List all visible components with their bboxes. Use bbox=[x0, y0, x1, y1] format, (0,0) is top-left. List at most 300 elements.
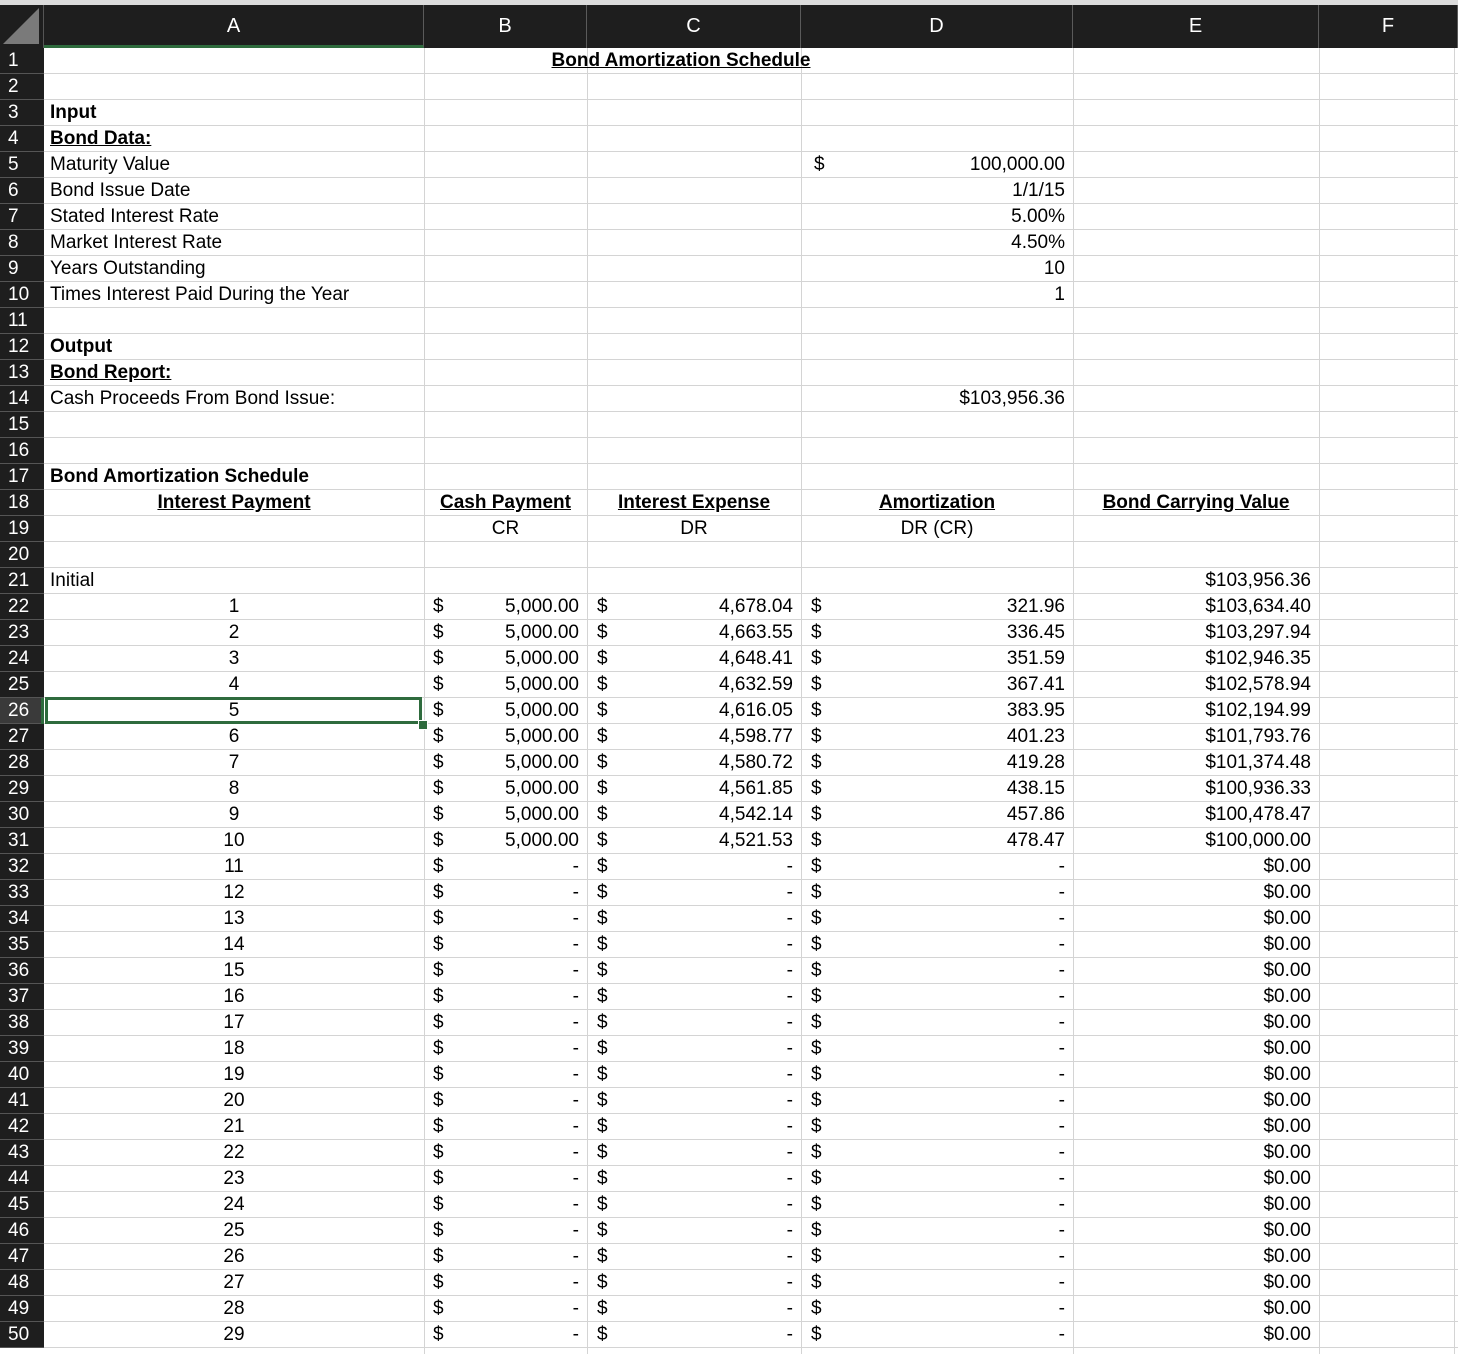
row-header-37[interactable]: 37 bbox=[0, 984, 44, 1010]
interest-expense-value[interactable]: 4,663.55 bbox=[719, 622, 793, 643]
column-header-e[interactable]: E bbox=[1073, 5, 1319, 48]
cash-payment-value[interactable]: - bbox=[572, 882, 579, 903]
cash-payment-value[interactable]: - bbox=[572, 1038, 579, 1059]
amortization-value[interactable]: 419.28 bbox=[1006, 752, 1065, 773]
interest-expense-value[interactable]: - bbox=[786, 1168, 793, 1189]
cash-payment-value[interactable]: 5,000.00 bbox=[505, 674, 579, 695]
initial-carrying-value[interactable]: $103,956.36 bbox=[1205, 570, 1311, 591]
subheader-cash-payment[interactable]: CR bbox=[491, 518, 520, 539]
input-value[interactable]: 1 bbox=[1054, 284, 1065, 305]
interest-expense-value[interactable]: - bbox=[786, 856, 793, 877]
amortization-currency-symbol: $ bbox=[811, 1064, 822, 1085]
amortization-value[interactable]: - bbox=[1058, 934, 1065, 955]
payment-number[interactable]: 25 bbox=[223, 1220, 245, 1241]
gridline-vertical bbox=[1319, 48, 1320, 1354]
amortization-value[interactable]: - bbox=[1058, 1090, 1065, 1111]
sheet-title[interactable]: Bond Amortization Schedule bbox=[551, 50, 811, 71]
cash-payment-value[interactable]: 5,000.00 bbox=[505, 726, 579, 747]
subheader-interest-expense[interactable]: DR bbox=[680, 518, 708, 539]
payment-number[interactable]: 18 bbox=[223, 1038, 245, 1059]
interest-expense-value[interactable]: - bbox=[786, 1090, 793, 1111]
amortization-currency-symbol: $ bbox=[811, 1298, 822, 1319]
amortization-currency-symbol: $ bbox=[811, 882, 822, 903]
amortization-value[interactable]: - bbox=[1058, 986, 1065, 1007]
interest-expense-value[interactable]: - bbox=[786, 1064, 793, 1085]
amortization-value[interactable]: - bbox=[1058, 960, 1065, 981]
cash-currency-symbol: $ bbox=[433, 830, 444, 851]
carrying-value[interactable]: $0.00 bbox=[1263, 1168, 1311, 1189]
cash-currency-symbol: $ bbox=[433, 778, 444, 799]
interest-currency-symbol: $ bbox=[597, 960, 608, 981]
cash-currency-symbol: $ bbox=[433, 648, 444, 669]
carrying-value[interactable]: $0.00 bbox=[1263, 1220, 1311, 1241]
payment-number[interactable]: 13 bbox=[223, 908, 245, 929]
interest-currency-symbol: $ bbox=[597, 1272, 608, 1293]
carrying-value[interactable]: $103,297.94 bbox=[1205, 622, 1311, 643]
header-amortization[interactable]: Amortization bbox=[878, 492, 996, 513]
amortization-value[interactable]: - bbox=[1058, 1116, 1065, 1137]
amortization-value[interactable]: 321.96 bbox=[1006, 596, 1065, 617]
gridline-vertical bbox=[1454, 48, 1455, 1354]
row-header-22[interactable]: 22 bbox=[0, 594, 44, 620]
cash-proceeds-label[interactable]: Cash Proceeds From Bond Issue: bbox=[50, 388, 336, 409]
row-header-21[interactable]: 21 bbox=[0, 568, 44, 594]
carrying-value[interactable]: $100,000.00 bbox=[1205, 830, 1311, 851]
amortization-currency-symbol: $ bbox=[811, 674, 822, 695]
carrying-value[interactable]: $0.00 bbox=[1263, 1324, 1311, 1345]
payment-number[interactable]: 26 bbox=[223, 1246, 245, 1267]
payment-number[interactable]: 23 bbox=[223, 1168, 245, 1189]
row-header-39[interactable]: 39 bbox=[0, 1036, 44, 1062]
row-header-23[interactable]: 23 bbox=[0, 620, 44, 646]
column-header-d[interactable]: D bbox=[801, 5, 1073, 48]
row-header-36[interactable]: 36 bbox=[0, 958, 44, 984]
interest-expense-value[interactable]: - bbox=[786, 1194, 793, 1215]
payment-number[interactable]: 24 bbox=[223, 1194, 245, 1215]
payment-number[interactable]: 17 bbox=[223, 1012, 245, 1033]
interest-expense-value[interactable]: 4,542.14 bbox=[719, 804, 793, 825]
row-header-45[interactable]: 45 bbox=[0, 1192, 44, 1218]
row-header-34[interactable]: 34 bbox=[0, 906, 44, 932]
cash-payment-value[interactable]: - bbox=[572, 1194, 579, 1215]
input-value[interactable]: 5.00% bbox=[1011, 206, 1065, 227]
payment-number[interactable]: 29 bbox=[223, 1324, 245, 1345]
carrying-value[interactable]: $102,194.99 bbox=[1205, 700, 1311, 721]
row-header-2[interactable]: 2 bbox=[0, 74, 44, 100]
cash-currency-symbol: $ bbox=[433, 882, 444, 903]
carrying-value[interactable]: $0.00 bbox=[1263, 1038, 1311, 1059]
row-header-4[interactable]: 4 bbox=[0, 126, 44, 152]
amortization-value[interactable]: - bbox=[1058, 1064, 1065, 1085]
row-header-38[interactable]: 38 bbox=[0, 1010, 44, 1036]
amortization-value[interactable]: - bbox=[1058, 1012, 1065, 1033]
cash-payment-value[interactable]: 5,000.00 bbox=[505, 830, 579, 851]
input-label[interactable]: Market Interest Rate bbox=[50, 232, 223, 253]
input-value[interactable]: 100,000.00 bbox=[969, 154, 1065, 175]
cash-currency-symbol: $ bbox=[433, 726, 444, 747]
input-label[interactable]: Times Interest Paid During the Year bbox=[50, 284, 350, 305]
cash-currency-symbol: $ bbox=[433, 1168, 444, 1189]
select-all-corner[interactable] bbox=[0, 5, 44, 48]
carrying-value[interactable]: $0.00 bbox=[1263, 1272, 1311, 1293]
carrying-value[interactable]: $0.00 bbox=[1263, 1194, 1311, 1215]
interest-expense-value[interactable]: 4,678.04 bbox=[719, 596, 793, 617]
amortization-value[interactable]: 383.95 bbox=[1006, 700, 1065, 721]
payment-number[interactable]: 16 bbox=[223, 986, 245, 1007]
carrying-value[interactable]: $0.00 bbox=[1263, 1012, 1311, 1033]
interest-currency-symbol: $ bbox=[597, 1090, 608, 1111]
amortization-currency-symbol: $ bbox=[811, 1116, 822, 1137]
carrying-value[interactable]: $0.00 bbox=[1263, 1064, 1311, 1085]
gridline-horizontal bbox=[44, 437, 1458, 438]
schedule-heading[interactable]: Bond Amortization Schedule bbox=[50, 466, 309, 487]
payment-number[interactable]: 28 bbox=[223, 1298, 245, 1319]
amortization-value[interactable]: 367.41 bbox=[1006, 674, 1065, 695]
header-carrying-value[interactable]: Bond Carrying Value bbox=[1102, 492, 1290, 513]
carrying-value[interactable]: $0.00 bbox=[1263, 908, 1311, 929]
interest-currency-symbol: $ bbox=[597, 778, 608, 799]
row-header-14[interactable]: 14 bbox=[0, 386, 44, 412]
select-all-triangle-icon bbox=[3, 8, 39, 44]
carrying-value[interactable]: $103,634.40 bbox=[1205, 596, 1311, 617]
row-header-50[interactable]: 50 bbox=[0, 1322, 44, 1348]
bond-data-label[interactable]: Bond Data: bbox=[50, 128, 152, 149]
cash-payment-value[interactable]: 5,000.00 bbox=[505, 778, 579, 799]
payment-number[interactable]: 11 bbox=[224, 856, 244, 877]
interest-expense-value[interactable]: - bbox=[786, 1324, 793, 1345]
row-header-12[interactable]: 12 bbox=[0, 334, 44, 360]
carrying-value[interactable]: $101,374.48 bbox=[1205, 752, 1311, 773]
cash-currency-symbol: $ bbox=[433, 674, 444, 695]
carrying-value[interactable]: $0.00 bbox=[1263, 1298, 1311, 1319]
interest-expense-value[interactable]: - bbox=[786, 960, 793, 981]
cash-payment-value[interactable]: - bbox=[572, 1220, 579, 1241]
interest-expense-value[interactable]: 4,561.85 bbox=[719, 778, 793, 799]
carrying-value[interactable]: $0.00 bbox=[1263, 960, 1311, 981]
amortization-value[interactable]: 336.45 bbox=[1006, 622, 1065, 643]
interest-currency-symbol: $ bbox=[597, 622, 608, 643]
payment-number[interactable]: 20 bbox=[223, 1090, 245, 1111]
interest-expense-value[interactable]: 4,521.53 bbox=[719, 830, 793, 851]
row-header-10[interactable]: 10 bbox=[0, 282, 44, 308]
row-header-13[interactable]: 13 bbox=[0, 360, 44, 386]
cash-payment-value[interactable]: 5,000.00 bbox=[505, 752, 579, 773]
cash-currency-symbol: $ bbox=[433, 596, 444, 617]
cash-payment-value[interactable]: - bbox=[572, 1168, 579, 1189]
column-header-f[interactable]: F bbox=[1319, 5, 1458, 48]
output-section-label[interactable]: Output bbox=[50, 336, 113, 357]
header-cash-payment[interactable]: Cash Payment bbox=[440, 492, 571, 513]
active-cell-selection[interactable] bbox=[45, 697, 422, 724]
cash-payment-value[interactable]: - bbox=[572, 908, 579, 929]
interest-currency-symbol: $ bbox=[597, 1142, 608, 1163]
row-header-29[interactable]: 29 bbox=[0, 776, 44, 802]
row-header-27[interactable]: 27 bbox=[0, 724, 44, 750]
interest-currency-symbol: $ bbox=[597, 1220, 608, 1241]
cash-payment-value[interactable]: 5,000.00 bbox=[505, 648, 579, 669]
interest-currency-symbol: $ bbox=[597, 1324, 608, 1345]
cash-payment-value[interactable]: - bbox=[572, 1142, 579, 1163]
input-label[interactable]: Stated Interest Rate bbox=[50, 206, 219, 227]
amortization-currency-symbol: $ bbox=[811, 986, 822, 1007]
payment-number[interactable]: 2 bbox=[228, 622, 240, 643]
amortization-value[interactable]: - bbox=[1058, 1194, 1065, 1215]
row-header-30[interactable]: 30 bbox=[0, 802, 44, 828]
interest-currency-symbol: $ bbox=[597, 934, 608, 955]
interest-currency-symbol: $ bbox=[597, 1038, 608, 1059]
amortization-value[interactable]: - bbox=[1058, 1324, 1065, 1345]
row-header-19[interactable]: 19 bbox=[0, 516, 44, 542]
carrying-value[interactable]: $102,578.94 bbox=[1205, 674, 1311, 695]
row-header-47[interactable]: 47 bbox=[0, 1244, 44, 1270]
carrying-value[interactable]: $0.00 bbox=[1263, 856, 1311, 877]
row-header-17[interactable]: 17 bbox=[0, 464, 44, 490]
row-header-24[interactable]: 24 bbox=[0, 646, 44, 672]
payment-number[interactable]: 21 bbox=[223, 1116, 245, 1137]
cash-currency-symbol: $ bbox=[433, 986, 444, 1007]
carrying-value[interactable]: $0.00 bbox=[1263, 1090, 1311, 1111]
cash-currency-symbol: $ bbox=[433, 622, 444, 643]
carrying-value[interactable]: $0.00 bbox=[1263, 934, 1311, 955]
amortization-currency-symbol: $ bbox=[811, 1324, 822, 1345]
carrying-value[interactable]: $0.00 bbox=[1263, 1142, 1311, 1163]
amortization-value[interactable]: - bbox=[1058, 1038, 1065, 1059]
interest-currency-symbol: $ bbox=[597, 1168, 608, 1189]
carrying-value[interactable]: $100,936.33 bbox=[1205, 778, 1311, 799]
interest-currency-symbol: $ bbox=[597, 986, 608, 1007]
interest-currency-symbol: $ bbox=[597, 674, 608, 695]
amortization-value[interactable]: - bbox=[1058, 856, 1065, 877]
amortization-currency-symbol: $ bbox=[811, 726, 822, 747]
amortization-value[interactable]: - bbox=[1058, 1246, 1065, 1267]
interest-expense-value[interactable]: - bbox=[786, 1298, 793, 1319]
interest-currency-symbol: $ bbox=[597, 1064, 608, 1085]
amortization-currency-symbol: $ bbox=[811, 648, 822, 669]
interest-currency-symbol: $ bbox=[597, 752, 608, 773]
row-header-46[interactable]: 46 bbox=[0, 1218, 44, 1244]
amortization-currency-symbol: $ bbox=[811, 622, 822, 643]
payment-number[interactable]: 12 bbox=[223, 882, 245, 903]
amortization-value[interactable]: 401.23 bbox=[1006, 726, 1065, 747]
amortization-currency-symbol: $ bbox=[811, 1012, 822, 1033]
interest-currency-symbol: $ bbox=[597, 908, 608, 929]
row-header-18[interactable]: 18 bbox=[0, 490, 44, 516]
cash-payment-value[interactable]: - bbox=[572, 1012, 579, 1033]
carrying-value[interactable]: $0.00 bbox=[1263, 986, 1311, 1007]
amortization-value[interactable]: - bbox=[1058, 908, 1065, 929]
cash-proceeds-value[interactable]: $103,956.36 bbox=[959, 388, 1065, 409]
amortization-currency-symbol: $ bbox=[811, 1038, 822, 1059]
interest-expense-value[interactable]: - bbox=[786, 986, 793, 1007]
cash-payment-value[interactable]: - bbox=[572, 1090, 579, 1111]
cash-payment-value[interactable]: 5,000.00 bbox=[505, 700, 579, 721]
cash-currency-symbol: $ bbox=[433, 1038, 444, 1059]
interest-expense-value[interactable]: - bbox=[786, 1038, 793, 1059]
row-header-49[interactable]: 49 bbox=[0, 1296, 44, 1322]
payment-number[interactable]: 4 bbox=[228, 674, 240, 695]
input-value[interactable]: 4.50% bbox=[1011, 232, 1065, 253]
initial-label[interactable]: Initial bbox=[50, 570, 95, 591]
row-header-31[interactable]: 31 bbox=[0, 828, 44, 854]
column-header-a[interactable]: A bbox=[44, 5, 424, 48]
carrying-value[interactable]: $101,793.76 bbox=[1205, 726, 1311, 747]
interest-expense-value[interactable]: 4,648.41 bbox=[719, 648, 793, 669]
carrying-value[interactable]: $0.00 bbox=[1263, 882, 1311, 903]
payment-number[interactable]: 27 bbox=[223, 1272, 245, 1293]
payment-number[interactable]: 9 bbox=[228, 804, 240, 825]
carrying-value[interactable]: $0.00 bbox=[1263, 1246, 1311, 1267]
interest-expense-value[interactable]: - bbox=[786, 1116, 793, 1137]
amortization-value[interactable]: - bbox=[1058, 1298, 1065, 1319]
row-header-41[interactable]: 41 bbox=[0, 1088, 44, 1114]
row-header-43[interactable]: 43 bbox=[0, 1140, 44, 1166]
payment-number[interactable]: 15 bbox=[223, 960, 245, 981]
bond-report-label[interactable]: Bond Report: bbox=[50, 362, 172, 383]
interest-expense-value[interactable]: - bbox=[786, 1142, 793, 1163]
cash-currency-symbol: $ bbox=[433, 1090, 444, 1111]
amortization-value[interactable]: 351.59 bbox=[1006, 648, 1065, 669]
input-value[interactable]: 10 bbox=[1043, 258, 1065, 279]
amortization-value[interactable]: 438.15 bbox=[1006, 778, 1065, 799]
amortization-value[interactable]: - bbox=[1058, 882, 1065, 903]
row-header-7[interactable]: 7 bbox=[0, 204, 44, 230]
amortization-currency-symbol: $ bbox=[811, 1090, 822, 1111]
amortization-currency-symbol: $ bbox=[811, 1194, 822, 1215]
payment-number[interactable]: 7 bbox=[228, 752, 240, 773]
cash-payment-value[interactable]: - bbox=[572, 1324, 579, 1345]
subheader-amortization[interactable]: DR (CR) bbox=[900, 518, 974, 539]
interest-currency-symbol: $ bbox=[597, 596, 608, 617]
cash-payment-value[interactable]: - bbox=[572, 1064, 579, 1085]
amortization-currency-symbol: $ bbox=[811, 778, 822, 799]
cash-payment-value[interactable]: - bbox=[572, 1116, 579, 1137]
payment-number[interactable]: 19 bbox=[223, 1064, 245, 1085]
interest-expense-value[interactable]: 4,580.72 bbox=[719, 752, 793, 773]
carrying-value[interactable]: $102,946.35 bbox=[1205, 648, 1311, 669]
interest-currency-symbol: $ bbox=[597, 882, 608, 903]
carrying-value[interactable]: $0.00 bbox=[1263, 1116, 1311, 1137]
cash-currency-symbol: $ bbox=[433, 1142, 444, 1163]
row-header-32[interactable]: 32 bbox=[0, 854, 44, 880]
interest-expense-value[interactable]: - bbox=[786, 1012, 793, 1033]
cash-payment-value[interactable]: - bbox=[572, 1246, 579, 1267]
input-value[interactable]: 1/1/15 bbox=[1012, 180, 1065, 201]
payment-number[interactable]: 14 bbox=[223, 934, 245, 955]
interest-expense-value[interactable]: - bbox=[786, 908, 793, 929]
amortization-value[interactable]: - bbox=[1058, 1220, 1065, 1241]
amortization-value[interactable]: - bbox=[1058, 1168, 1065, 1189]
fill-handle[interactable] bbox=[418, 720, 428, 730]
cash-currency-symbol: $ bbox=[433, 1272, 444, 1293]
row-header-5[interactable]: 5 bbox=[0, 152, 44, 178]
interest-expense-value[interactable]: 4,616.05 bbox=[719, 700, 793, 721]
row-header-16[interactable]: 16 bbox=[0, 438, 44, 464]
amortization-currency-symbol: $ bbox=[811, 700, 822, 721]
cash-payment-value[interactable]: - bbox=[572, 934, 579, 955]
row-header-15[interactable]: 15 bbox=[0, 412, 44, 438]
interest-currency-symbol: $ bbox=[597, 648, 608, 669]
interest-expense-value[interactable]: - bbox=[786, 1272, 793, 1293]
interest-currency-symbol: $ bbox=[597, 830, 608, 851]
row-header-28[interactable]: 28 bbox=[0, 750, 44, 776]
header-interest-expense[interactable]: Interest Expense bbox=[617, 492, 771, 513]
row-header-20[interactable]: 20 bbox=[0, 542, 44, 568]
cash-currency-symbol: $ bbox=[433, 1246, 444, 1267]
input-label[interactable]: Maturity Value bbox=[50, 154, 171, 175]
amortization-value[interactable]: - bbox=[1058, 1142, 1065, 1163]
cash-currency-symbol: $ bbox=[433, 1298, 444, 1319]
row-header-25[interactable]: 25 bbox=[0, 672, 44, 698]
input-label[interactable]: Bond Issue Date bbox=[50, 180, 191, 201]
payment-number[interactable]: 10 bbox=[223, 830, 245, 851]
row-header-44[interactable]: 44 bbox=[0, 1166, 44, 1192]
row-header-8[interactable]: 8 bbox=[0, 230, 44, 256]
amortization-value[interactable]: 457.86 bbox=[1006, 804, 1065, 825]
amortization-value[interactable]: 478.47 bbox=[1006, 830, 1065, 851]
header-interest-payment[interactable]: Interest Payment bbox=[157, 492, 311, 513]
cash-payment-value[interactable]: - bbox=[572, 986, 579, 1007]
input-section-label[interactable]: Input bbox=[50, 102, 97, 123]
cash-currency-symbol: $ bbox=[433, 752, 444, 773]
interest-expense-value[interactable]: - bbox=[786, 882, 793, 903]
row-header-6[interactable]: 6 bbox=[0, 178, 44, 204]
cash-payment-value[interactable]: - bbox=[572, 960, 579, 981]
column-header-b[interactable]: B bbox=[424, 5, 587, 48]
column-header-c[interactable]: C bbox=[587, 5, 801, 48]
interest-expense-value[interactable]: - bbox=[786, 1246, 793, 1267]
amortization-currency-symbol: $ bbox=[811, 908, 822, 929]
interest-expense-value[interactable]: 4,632.59 bbox=[719, 674, 793, 695]
cash-currency-symbol: $ bbox=[433, 1220, 444, 1241]
interest-expense-value[interactable]: - bbox=[786, 934, 793, 955]
input-label[interactable]: Years Outstanding bbox=[50, 258, 206, 279]
cash-payment-value[interactable]: - bbox=[572, 1298, 579, 1319]
row-header-9[interactable]: 9 bbox=[0, 256, 44, 282]
payment-number[interactable]: 8 bbox=[228, 778, 240, 799]
payment-number[interactable]: 6 bbox=[228, 726, 240, 747]
cash-payment-value[interactable]: 5,000.00 bbox=[505, 804, 579, 825]
interest-expense-value[interactable]: 4,598.77 bbox=[719, 726, 793, 747]
cash-payment-value[interactable]: - bbox=[572, 1272, 579, 1293]
row-header-48[interactable]: 48 bbox=[0, 1270, 44, 1296]
cash-currency-symbol: $ bbox=[433, 856, 444, 877]
row-header-40[interactable]: 40 bbox=[0, 1062, 44, 1088]
cash-payment-value[interactable]: 5,000.00 bbox=[505, 596, 579, 617]
row-header-35[interactable]: 35 bbox=[0, 932, 44, 958]
interest-currency-symbol: $ bbox=[597, 726, 608, 747]
payment-number[interactable]: 1 bbox=[228, 596, 240, 617]
payment-number[interactable]: 22 bbox=[223, 1142, 245, 1163]
row-header-33[interactable]: 33 bbox=[0, 880, 44, 906]
cash-payment-value[interactable]: - bbox=[572, 856, 579, 877]
amortization-currency-symbol: $ bbox=[811, 830, 822, 851]
cash-payment-value[interactable]: 5,000.00 bbox=[505, 622, 579, 643]
row-header-1[interactable]: 1 bbox=[0, 48, 44, 74]
payment-number[interactable]: 3 bbox=[228, 648, 240, 669]
row-header-26[interactable]: 26 bbox=[0, 698, 44, 724]
payment-number[interactable]: 5 bbox=[228, 700, 240, 721]
interest-expense-value[interactable]: - bbox=[786, 1220, 793, 1241]
carrying-value[interactable]: $100,478.47 bbox=[1205, 804, 1311, 825]
row-header-3[interactable]: 3 bbox=[0, 100, 44, 126]
amortization-currency-symbol: $ bbox=[811, 1246, 822, 1267]
amortization-value[interactable]: - bbox=[1058, 1272, 1065, 1293]
row-header-42[interactable]: 42 bbox=[0, 1114, 44, 1140]
amortization-currency-symbol: $ bbox=[811, 596, 822, 617]
amortization-currency-symbol: $ bbox=[811, 960, 822, 981]
row-header-11[interactable]: 11 bbox=[0, 308, 44, 334]
interest-currency-symbol: $ bbox=[597, 1298, 608, 1319]
